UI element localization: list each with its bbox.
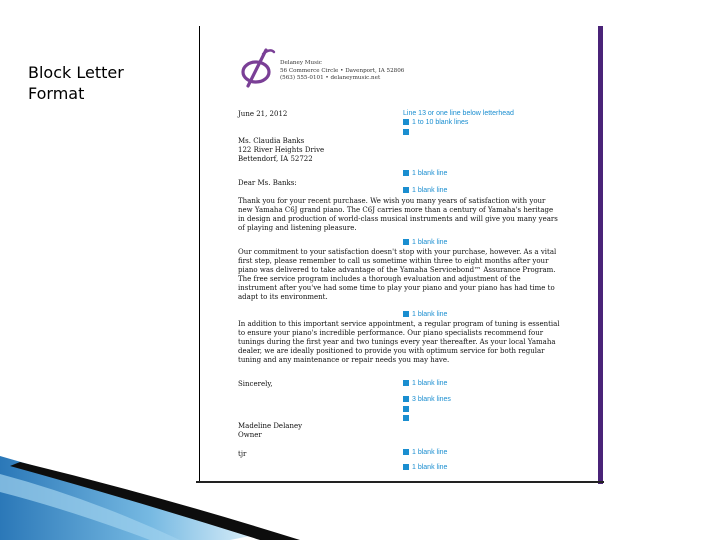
paragraph-line: first step, please remember to call us sometime within three to eight months after your [238, 256, 549, 265]
annotation-marker [403, 239, 409, 245]
letterhead-company: Delaney Music [280, 60, 322, 66]
annotation-marker [403, 396, 409, 402]
annotation-marker [403, 187, 409, 193]
paragraph-line: piano was delivered to take advantage of the Yamaha Servicebond™ Assurance Program. [238, 265, 556, 274]
paragraph-line: adapt to its environment. [238, 292, 328, 301]
paragraph-line: of playing and listening pleasure. [238, 223, 357, 232]
letterhead-address: 56 Commerce Circle • Davenport, IA 52806 [280, 67, 405, 74]
document-left-border [199, 26, 200, 482]
annotation-marker [403, 129, 409, 135]
letter-document [196, 26, 604, 484]
letterhead-contact: (563) 555-0101 • delaneymusic.net [280, 75, 381, 81]
annotation-line-13: Line 13 or one line below letterhead [403, 110, 514, 117]
paragraph-line: Our commitment to your satisfaction doesn't stop with your purchase, however. As a vital [238, 248, 557, 256]
signer-title: Owner [238, 431, 262, 439]
annotation-blank-line-5: 1 blank line [403, 380, 447, 388]
slide-title-line-1: Block Letter [28, 63, 124, 82]
annotation-marker [403, 380, 409, 386]
slide-title [28, 62, 124, 104]
paragraph-line: instrument after you've had some time to play your piano and your piano has had time to [238, 283, 555, 292]
annotation-blank-line-6: 1 blank line [403, 449, 447, 457]
document-right-border [598, 26, 603, 484]
annotation-blank-line-4: 1 blank line [403, 311, 447, 319]
annotation-blank-line-1: 1 blank line [403, 170, 447, 178]
paragraph-line: new Yamaha C6J grand piano. The C6J carries more than a century of Yamaha's heritage [238, 205, 554, 214]
inside-address-line: Ms. Claudia Banks [238, 137, 305, 145]
decorative-swoosh [0, 440, 300, 540]
annotation-blank-line-2: 1 blank line [403, 187, 447, 195]
annotation-marker [403, 170, 409, 176]
annotation-marker [403, 415, 409, 421]
paragraph-line: tunings during the first year and two tunings every year thereafter. As your local Yamaha [238, 337, 556, 346]
delaney-music-logo-icon [236, 46, 278, 88]
annotation-marker [403, 311, 409, 317]
annotation-marker [403, 119, 409, 125]
paragraph-line: dealer, we are ideally positioned to provide you with optimum service for both regular [238, 346, 545, 355]
annotation-1-to-10-blank: 1 to 10 blank lines [403, 119, 468, 127]
letter-date: June 21, 2012 [238, 110, 288, 118]
paragraph-line: The free service program includes a thorough evaluation and adjustment of the [238, 274, 521, 283]
annotation-marker [403, 464, 409, 470]
paragraph-line: in design and production of world-class musical instruments and will give you many years [238, 214, 558, 223]
closing: Sincerely, [238, 380, 273, 388]
paragraph-line: to ensure your piano's incredible performance. Our piano specialists recommend four [238, 328, 544, 337]
annotation-3-blank-lines: 3 blank lines [403, 396, 451, 404]
paragraph-3 [238, 320, 560, 365]
reference-initials: tjr [238, 450, 247, 458]
annotation-marker [403, 406, 409, 412]
inside-address [238, 137, 324, 164]
annotation-blank-line-7: 1 blank line [403, 464, 447, 472]
salutation: Dear Ms. Banks: [238, 179, 297, 187]
paragraph-line: tuning and any maintenance or repair needs you may have. [238, 355, 450, 364]
signer-name: Madeline Delaney [238, 422, 303, 430]
paragraph-2 [238, 248, 556, 301]
annotation-marker [403, 449, 409, 455]
paragraph-1 [238, 197, 558, 233]
slide-title-line-2: Format [28, 84, 85, 103]
letterhead [280, 60, 404, 83]
annotation-blank-line-3: 1 blank line [403, 239, 447, 247]
paragraph-line: Thank you for your recent purchase. We wish you many years of satisfaction with your [238, 197, 546, 205]
paragraph-line: In addition to this important service appointment, a regular program of tuning is essential [238, 320, 560, 328]
inside-address-line: 122 River Heights Drive [238, 145, 325, 154]
inside-address-line: Bettendorf, IA 52722 [238, 154, 313, 163]
